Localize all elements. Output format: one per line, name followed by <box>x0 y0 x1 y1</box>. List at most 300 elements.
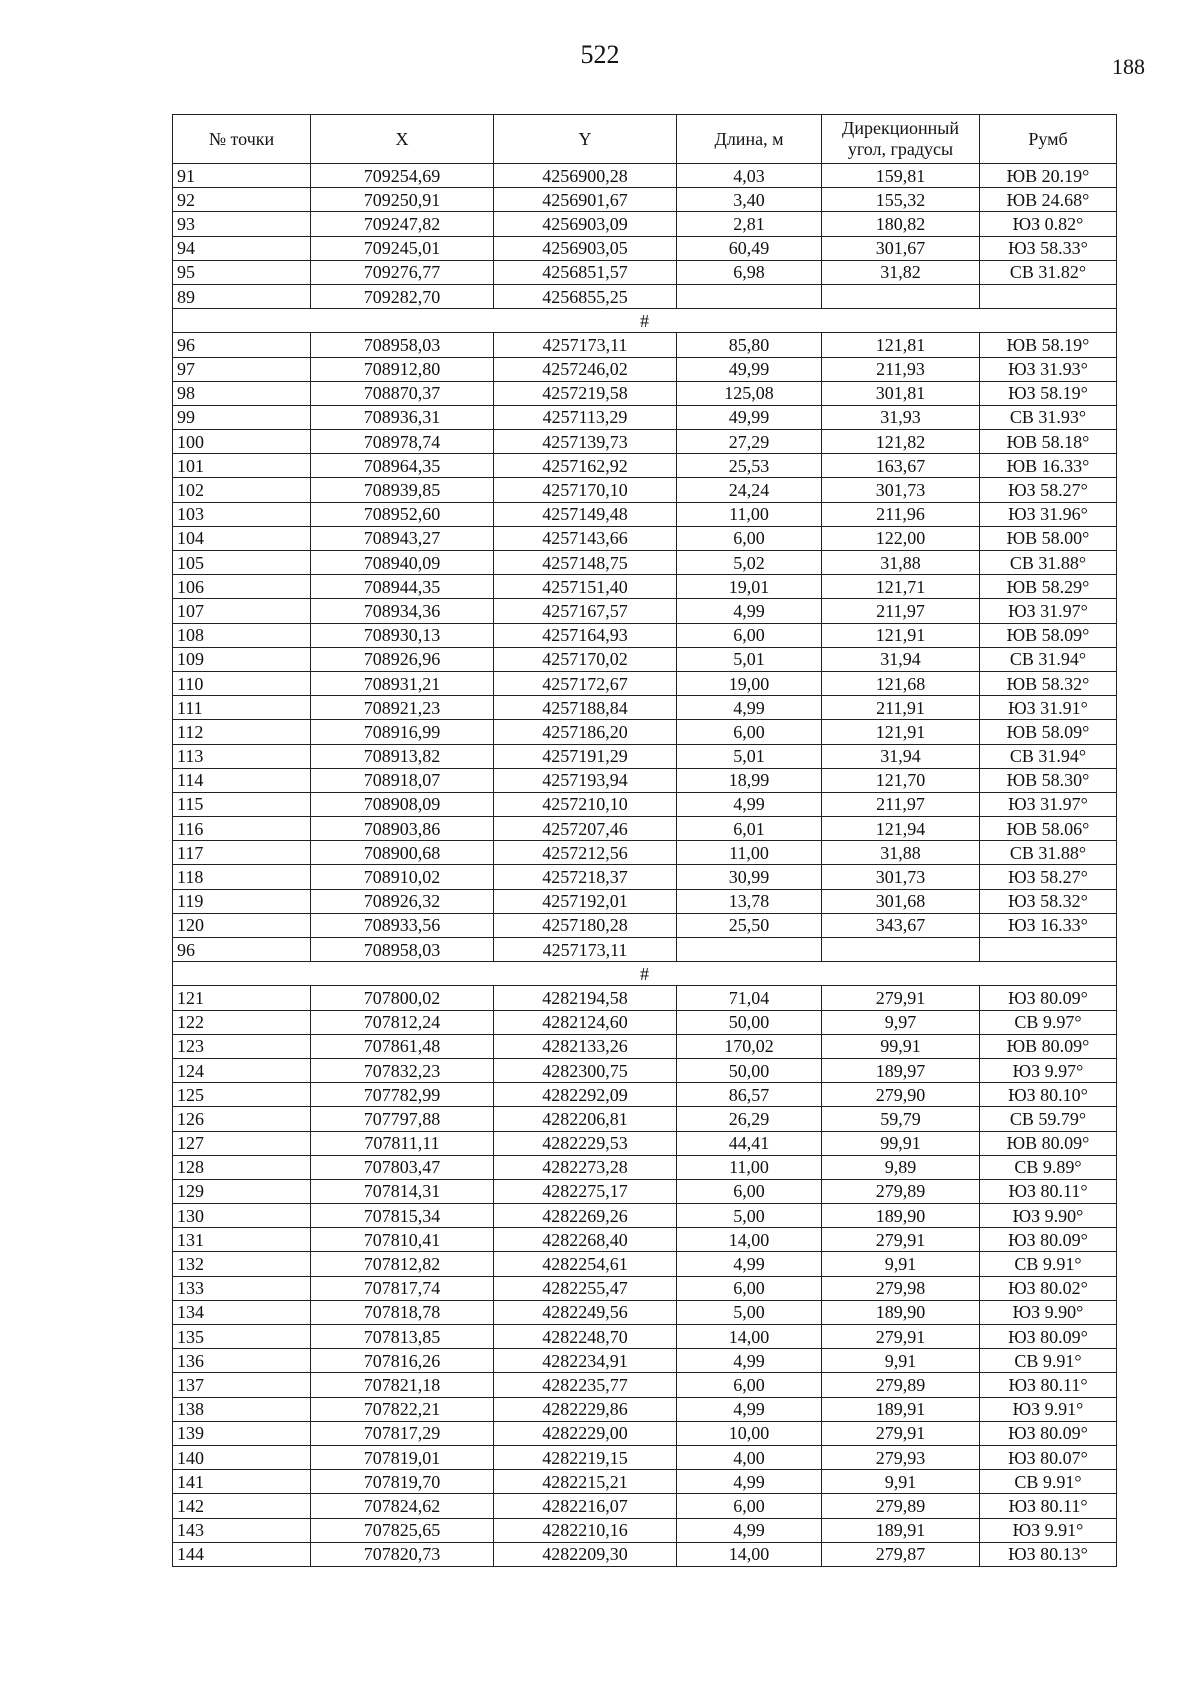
header-point-number: № точки <box>173 115 311 164</box>
cell-length: 4,99 <box>677 599 822 623</box>
cell-point-number: 89 <box>173 284 311 308</box>
cell-x: 707824,62 <box>311 1494 494 1518</box>
table-row <box>173 1542 1117 1566</box>
cell-y: 4282215,21 <box>494 1470 677 1494</box>
table-row <box>173 260 1117 284</box>
table-row <box>173 599 1117 623</box>
cell-length: 6,00 <box>677 1494 822 1518</box>
cell-x: 707819,70 <box>311 1470 494 1494</box>
page-number-corner: 188 <box>1112 54 1145 79</box>
header-y: Y <box>494 115 677 164</box>
cell-length: 19,00 <box>677 671 822 695</box>
cell-point-number: 101 <box>173 454 311 478</box>
cell-y: 4282275,17 <box>494 1179 677 1203</box>
cell-length: 11,00 <box>677 502 822 526</box>
cell-direction-angle: 99,91 <box>822 1131 980 1155</box>
cell-y: 4282210,16 <box>494 1518 677 1542</box>
table-row <box>173 1252 1117 1276</box>
cell-length: 6,00 <box>677 1276 822 1300</box>
cell-length: 24,24 <box>677 478 822 502</box>
cell-bearing: ЮВ 58.00° <box>980 526 1117 550</box>
cell-bearing: ЮВ 58.09° <box>980 720 1117 744</box>
cell-y: 4282268,40 <box>494 1228 677 1252</box>
cell-bearing: ЮВ 80.09° <box>980 1131 1117 1155</box>
cell-bearing: ЮВ 58.32° <box>980 671 1117 695</box>
cell-x: 708926,96 <box>311 647 494 671</box>
cell-length: 6,00 <box>677 1373 822 1397</box>
cell-length: 5,00 <box>677 1204 822 1228</box>
cell-direction-angle: 155,32 <box>822 188 980 212</box>
table-row <box>173 744 1117 768</box>
cell-direction-angle: 279,91 <box>822 986 980 1010</box>
cell-direction-angle: 279,93 <box>822 1445 980 1469</box>
cell-point-number: 98 <box>173 381 311 405</box>
cell-length: 5,01 <box>677 647 822 671</box>
cell-bearing: СВ 31.88° <box>980 841 1117 865</box>
table-row <box>173 817 1117 841</box>
cell-point-number: 139 <box>173 1421 311 1445</box>
cell-y: 4256900,28 <box>494 164 677 188</box>
cell-y: 4257149,48 <box>494 502 677 526</box>
cell-x: 708940,09 <box>311 551 494 575</box>
cell-y: 4282235,77 <box>494 1373 677 1397</box>
table-row <box>173 720 1117 744</box>
table-row <box>173 986 1117 1010</box>
cell-y: 4282248,70 <box>494 1325 677 1349</box>
cell-direction-angle: 121,71 <box>822 575 980 599</box>
cell-point-number: 123 <box>173 1034 311 1058</box>
table-row <box>173 164 1117 188</box>
cell-length: 26,29 <box>677 1107 822 1131</box>
cell-length: 11,00 <box>677 1155 822 1179</box>
cell-x: 707817,29 <box>311 1421 494 1445</box>
cell-point-number: 119 <box>173 889 311 913</box>
cell-x: 707812,82 <box>311 1252 494 1276</box>
separator-row <box>173 962 1117 986</box>
cell-length: 6,00 <box>677 1179 822 1203</box>
cell-bearing: ЮЗ 31.97° <box>980 792 1117 816</box>
cell-x: 707797,88 <box>311 1107 494 1131</box>
cell-point-number: 124 <box>173 1058 311 1082</box>
cell-direction-angle: 279,87 <box>822 1542 980 1566</box>
cell-y: 4257167,57 <box>494 599 677 623</box>
cell-x: 709247,82 <box>311 212 494 236</box>
cell-bearing: СВ 31.88° <box>980 551 1117 575</box>
table-row <box>173 478 1117 502</box>
cell-y: 4257219,58 <box>494 381 677 405</box>
cell-y: 4257172,67 <box>494 671 677 695</box>
cell-direction-angle: 121,94 <box>822 817 980 841</box>
table-row <box>173 1470 1117 1494</box>
table-row <box>173 575 1117 599</box>
cell-x: 708958,03 <box>311 333 494 357</box>
cell-length: 6,00 <box>677 720 822 744</box>
cell-point-number: 129 <box>173 1179 311 1203</box>
cell-y: 4257164,93 <box>494 623 677 647</box>
cell-direction-angle: 211,91 <box>822 696 980 720</box>
table-row <box>173 1397 1117 1421</box>
cell-length: 50,00 <box>677 1010 822 1034</box>
cell-bearing <box>980 938 1117 962</box>
cell-bearing: СВ 31.93° <box>980 405 1117 429</box>
cell-y: 4257188,84 <box>494 696 677 720</box>
cell-length: 25,50 <box>677 913 822 937</box>
page-number-main: 522 <box>580 40 620 69</box>
cell-point-number: 118 <box>173 865 311 889</box>
cell-y: 4257207,46 <box>494 817 677 841</box>
cell-direction-angle: 31,82 <box>822 260 980 284</box>
cell-direction-angle: 31,88 <box>822 551 980 575</box>
cell-bearing: ЮВ 58.09° <box>980 623 1117 647</box>
cell-length: 44,41 <box>677 1131 822 1155</box>
cell-point-number: 108 <box>173 623 311 647</box>
cell-point-number: 114 <box>173 768 311 792</box>
cell-direction-angle: 279,89 <box>822 1373 980 1397</box>
cell-y: 4257192,01 <box>494 889 677 913</box>
table-row <box>173 768 1117 792</box>
cell-direction-angle: 9,91 <box>822 1252 980 1276</box>
cell-direction-angle: 31,93 <box>822 405 980 429</box>
table-row <box>173 1204 1117 1228</box>
table-row <box>173 405 1117 429</box>
table-row <box>173 792 1117 816</box>
cell-bearing: ЮЗ 80.10° <box>980 1083 1117 1107</box>
cell-bearing: ЮЗ 80.11° <box>980 1179 1117 1203</box>
cell-point-number: 91 <box>173 164 311 188</box>
cell-direction-angle: 189,90 <box>822 1300 980 1324</box>
cell-x: 708870,37 <box>311 381 494 405</box>
cell-x: 707817,74 <box>311 1276 494 1300</box>
cell-x: 708910,02 <box>311 865 494 889</box>
cell-x: 708958,03 <box>311 938 494 962</box>
cell-bearing: ЮЗ 9.97° <box>980 1058 1117 1082</box>
cell-bearing: ЮВ 58.18° <box>980 430 1117 454</box>
cell-length: 6,01 <box>677 817 822 841</box>
cell-y: 4257173,11 <box>494 333 677 357</box>
cell-point-number: 131 <box>173 1228 311 1252</box>
cell-x: 707818,78 <box>311 1300 494 1324</box>
cell-bearing: ЮЗ 9.90° <box>980 1300 1117 1324</box>
table-row <box>173 333 1117 357</box>
cell-x: 707861,48 <box>311 1034 494 1058</box>
cell-bearing: ЮВ 24.68° <box>980 188 1117 212</box>
cell-point-number: 115 <box>173 792 311 816</box>
cell-x: 708908,09 <box>311 792 494 816</box>
cell-point-number: 96 <box>173 938 311 962</box>
cell-y: 4282194,58 <box>494 986 677 1010</box>
table-row <box>173 1228 1117 1252</box>
cell-y: 4256851,57 <box>494 260 677 284</box>
table-row <box>173 1494 1117 1518</box>
cell-direction-angle: 9,91 <box>822 1349 980 1373</box>
cell-direction-angle: 59,79 <box>822 1107 980 1131</box>
cell-direction-angle: 180,82 <box>822 212 980 236</box>
cell-x: 707825,65 <box>311 1518 494 1542</box>
table-row <box>173 1445 1117 1469</box>
cell-y: 4257151,40 <box>494 575 677 599</box>
cell-length: 49,99 <box>677 405 822 429</box>
table-row <box>173 430 1117 454</box>
cell-y: 4257148,75 <box>494 551 677 575</box>
cell-bearing: ЮЗ 9.91° <box>980 1397 1117 1421</box>
cell-x: 708921,23 <box>311 696 494 720</box>
cell-length: 25,53 <box>677 454 822 478</box>
table-body <box>173 164 1117 1567</box>
cell-direction-angle: 121,82 <box>822 430 980 454</box>
cell-x: 708912,80 <box>311 357 494 381</box>
table-row <box>173 188 1117 212</box>
table-row <box>173 526 1117 550</box>
cell-length: 125,08 <box>677 381 822 405</box>
cell-length: 4,00 <box>677 1445 822 1469</box>
table-row <box>173 454 1117 478</box>
cell-y: 4282209,30 <box>494 1542 677 1566</box>
cell-bearing: ЮЗ 31.93° <box>980 357 1117 381</box>
cell-direction-angle: 9,89 <box>822 1155 980 1179</box>
cell-point-number: 100 <box>173 430 311 454</box>
cell-y: 4257186,20 <box>494 720 677 744</box>
cell-point-number: 132 <box>173 1252 311 1276</box>
cell-y: 4282249,56 <box>494 1300 677 1324</box>
cell-direction-angle: 121,81 <box>822 333 980 357</box>
cell-x: 708916,99 <box>311 720 494 744</box>
cell-bearing: СВ 9.91° <box>980 1252 1117 1276</box>
table-row <box>173 1349 1117 1373</box>
cell-y: 4282124,60 <box>494 1010 677 1034</box>
cell-bearing: ЮЗ 9.90° <box>980 1204 1117 1228</box>
cell-direction-angle: 279,91 <box>822 1325 980 1349</box>
cell-y: 4282269,26 <box>494 1204 677 1228</box>
cell-y: 4257191,29 <box>494 744 677 768</box>
cell-length: 4,99 <box>677 696 822 720</box>
cell-direction-angle: 189,97 <box>822 1058 980 1082</box>
cell-y: 4257180,28 <box>494 913 677 937</box>
cell-y: 4282234,91 <box>494 1349 677 1373</box>
cell-direction-angle <box>822 284 980 308</box>
cell-x: 709254,69 <box>311 164 494 188</box>
cell-length: 6,98 <box>677 260 822 284</box>
cell-length: 4,99 <box>677 1349 822 1373</box>
cell-length: 30,99 <box>677 865 822 889</box>
cell-point-number: 107 <box>173 599 311 623</box>
cell-length: 4,99 <box>677 1470 822 1494</box>
cell-x: 708913,82 <box>311 744 494 768</box>
cell-y: 4256903,05 <box>494 236 677 260</box>
cell-bearing: ЮЗ 80.09° <box>980 986 1117 1010</box>
cell-y: 4257170,02 <box>494 647 677 671</box>
cell-y: 4257246,02 <box>494 357 677 381</box>
table-row <box>173 212 1117 236</box>
cell-length: 11,00 <box>677 841 822 865</box>
cell-point-number: 142 <box>173 1494 311 1518</box>
cell-point-number: 97 <box>173 357 311 381</box>
cell-direction-angle: 9,97 <box>822 1010 980 1034</box>
cell-length: 5,02 <box>677 551 822 575</box>
cell-x: 708936,31 <box>311 405 494 429</box>
cell-direction-angle: 189,90 <box>822 1204 980 1228</box>
cell-direction-angle: 301,73 <box>822 865 980 889</box>
cell-y: 4282255,47 <box>494 1276 677 1300</box>
cell-length: 5,01 <box>677 744 822 768</box>
cell-length: 2,81 <box>677 212 822 236</box>
cell-bearing: СВ 31.94° <box>980 647 1117 671</box>
table-row <box>173 841 1117 865</box>
cell-point-number: 99 <box>173 405 311 429</box>
cell-x: 708933,56 <box>311 913 494 937</box>
cell-bearing: ЮЗ 58.33° <box>980 236 1117 260</box>
cell-bearing: ЮЗ 80.09° <box>980 1228 1117 1252</box>
table-row <box>173 1179 1117 1203</box>
cell-x: 707820,73 <box>311 1542 494 1566</box>
cell-direction-angle: 99,91 <box>822 1034 980 1058</box>
cell-point-number: 106 <box>173 575 311 599</box>
cell-y: 4257139,73 <box>494 430 677 454</box>
cell-bearing: ЮЗ 31.96° <box>980 502 1117 526</box>
cell-direction-angle: 31,94 <box>822 647 980 671</box>
cell-length: 5,00 <box>677 1300 822 1324</box>
cell-y: 4257212,56 <box>494 841 677 865</box>
table-row <box>173 865 1117 889</box>
cell-y: 4257162,92 <box>494 454 677 478</box>
cell-point-number: 120 <box>173 913 311 937</box>
cell-length: 60,49 <box>677 236 822 260</box>
cell-y: 4257210,10 <box>494 792 677 816</box>
cell-x: 708926,32 <box>311 889 494 913</box>
cell-bearing: ЮЗ 58.27° <box>980 478 1117 502</box>
cell-point-number: 122 <box>173 1010 311 1034</box>
cell-point-number: 133 <box>173 1276 311 1300</box>
cell-bearing: СВ 31.82° <box>980 260 1117 284</box>
cell-x: 708944,35 <box>311 575 494 599</box>
separator-row <box>173 309 1117 333</box>
separator-cell: # <box>173 962 1117 986</box>
cell-direction-angle: 301,73 <box>822 478 980 502</box>
cell-length: 170,02 <box>677 1034 822 1058</box>
cell-bearing: ЮЗ 58.27° <box>980 865 1117 889</box>
table-row <box>173 889 1117 913</box>
cell-point-number: 138 <box>173 1397 311 1421</box>
cell-bearing: ЮВ 20.19° <box>980 164 1117 188</box>
cell-point-number: 116 <box>173 817 311 841</box>
cell-x: 707811,11 <box>311 1131 494 1155</box>
cell-direction-angle: 211,97 <box>822 599 980 623</box>
cell-y: 4282133,26 <box>494 1034 677 1058</box>
cell-point-number: 111 <box>173 696 311 720</box>
cell-bearing: ЮЗ 31.97° <box>980 599 1117 623</box>
table-row <box>173 1155 1117 1179</box>
cell-x: 707803,47 <box>311 1155 494 1179</box>
cell-x: 708930,13 <box>311 623 494 647</box>
cell-y: 4282219,15 <box>494 1445 677 1469</box>
cell-length: 4,99 <box>677 1252 822 1276</box>
cell-bearing <box>980 284 1117 308</box>
cell-point-number: 102 <box>173 478 311 502</box>
cell-y: 4282229,00 <box>494 1421 677 1445</box>
separator-cell: # <box>173 309 1117 333</box>
cell-bearing: ЮЗ 80.02° <box>980 1276 1117 1300</box>
header-length: Длина, м <box>677 115 822 164</box>
cell-point-number: 141 <box>173 1470 311 1494</box>
cell-length: 4,99 <box>677 1518 822 1542</box>
cell-bearing: СВ 9.97° <box>980 1010 1117 1034</box>
cell-point-number: 143 <box>173 1518 311 1542</box>
cell-point-number: 127 <box>173 1131 311 1155</box>
cell-x: 708900,68 <box>311 841 494 865</box>
cell-x: 708931,21 <box>311 671 494 695</box>
cell-y: 4257170,10 <box>494 478 677 502</box>
table-row <box>173 1325 1117 1349</box>
cell-length <box>677 284 822 308</box>
cell-bearing: ЮВ 80.09° <box>980 1034 1117 1058</box>
cell-y: 4282254,61 <box>494 1252 677 1276</box>
cell-direction-angle: 31,94 <box>822 744 980 768</box>
table-row <box>173 696 1117 720</box>
cell-point-number: 117 <box>173 841 311 865</box>
cell-x: 708952,60 <box>311 502 494 526</box>
cell-bearing: ЮЗ 80.07° <box>980 1445 1117 1469</box>
table-row <box>173 1518 1117 1542</box>
cell-length: 14,00 <box>677 1228 822 1252</box>
cell-point-number: 144 <box>173 1542 311 1566</box>
table-row <box>173 1058 1117 1082</box>
cell-direction-angle: 301,81 <box>822 381 980 405</box>
table-row <box>173 1373 1117 1397</box>
cell-direction-angle <box>822 938 980 962</box>
cell-length: 85,80 <box>677 333 822 357</box>
table-row <box>173 236 1117 260</box>
cell-point-number: 140 <box>173 1445 311 1469</box>
cell-y: 4257173,11 <box>494 938 677 962</box>
table-row <box>173 502 1117 526</box>
cell-y: 4257143,66 <box>494 526 677 550</box>
cell-y: 4256855,25 <box>494 284 677 308</box>
table-row <box>173 938 1117 962</box>
cell-y: 4256901,67 <box>494 188 677 212</box>
cell-direction-angle: 121,68 <box>822 671 980 695</box>
cell-bearing: СВ 31.94° <box>980 744 1117 768</box>
cell-point-number: 135 <box>173 1325 311 1349</box>
cell-direction-angle: 9,91 <box>822 1470 980 1494</box>
cell-direction-angle: 122,00 <box>822 526 980 550</box>
table-row <box>173 1421 1117 1445</box>
cell-direction-angle: 279,89 <box>822 1179 980 1203</box>
cell-x: 707800,02 <box>311 986 494 1010</box>
cell-bearing: СВ 9.91° <box>980 1470 1117 1494</box>
cell-bearing: ЮЗ 31.91° <box>980 696 1117 720</box>
cell-bearing: СВ 9.89° <box>980 1155 1117 1179</box>
cell-y: 4282216,07 <box>494 1494 677 1518</box>
cell-direction-angle: 279,90 <box>822 1083 980 1107</box>
cell-point-number: 104 <box>173 526 311 550</box>
cell-y: 4282300,75 <box>494 1058 677 1082</box>
cell-x: 708964,35 <box>311 454 494 478</box>
cell-x: 707815,34 <box>311 1204 494 1228</box>
cell-direction-angle: 121,91 <box>822 623 980 647</box>
cell-bearing: ЮЗ 80.13° <box>980 1542 1117 1566</box>
cell-point-number: 110 <box>173 671 311 695</box>
cell-y: 4257218,37 <box>494 865 677 889</box>
cell-y: 4282229,86 <box>494 1397 677 1421</box>
cell-direction-angle: 121,91 <box>822 720 980 744</box>
table-row <box>173 1034 1117 1058</box>
cell-x: 707782,99 <box>311 1083 494 1107</box>
cell-point-number: 112 <box>173 720 311 744</box>
cell-x: 708943,27 <box>311 526 494 550</box>
cell-direction-angle: 301,67 <box>822 236 980 260</box>
table-row <box>173 1276 1117 1300</box>
cell-x: 707813,85 <box>311 1325 494 1349</box>
cell-direction-angle: 279,91 <box>822 1421 980 1445</box>
